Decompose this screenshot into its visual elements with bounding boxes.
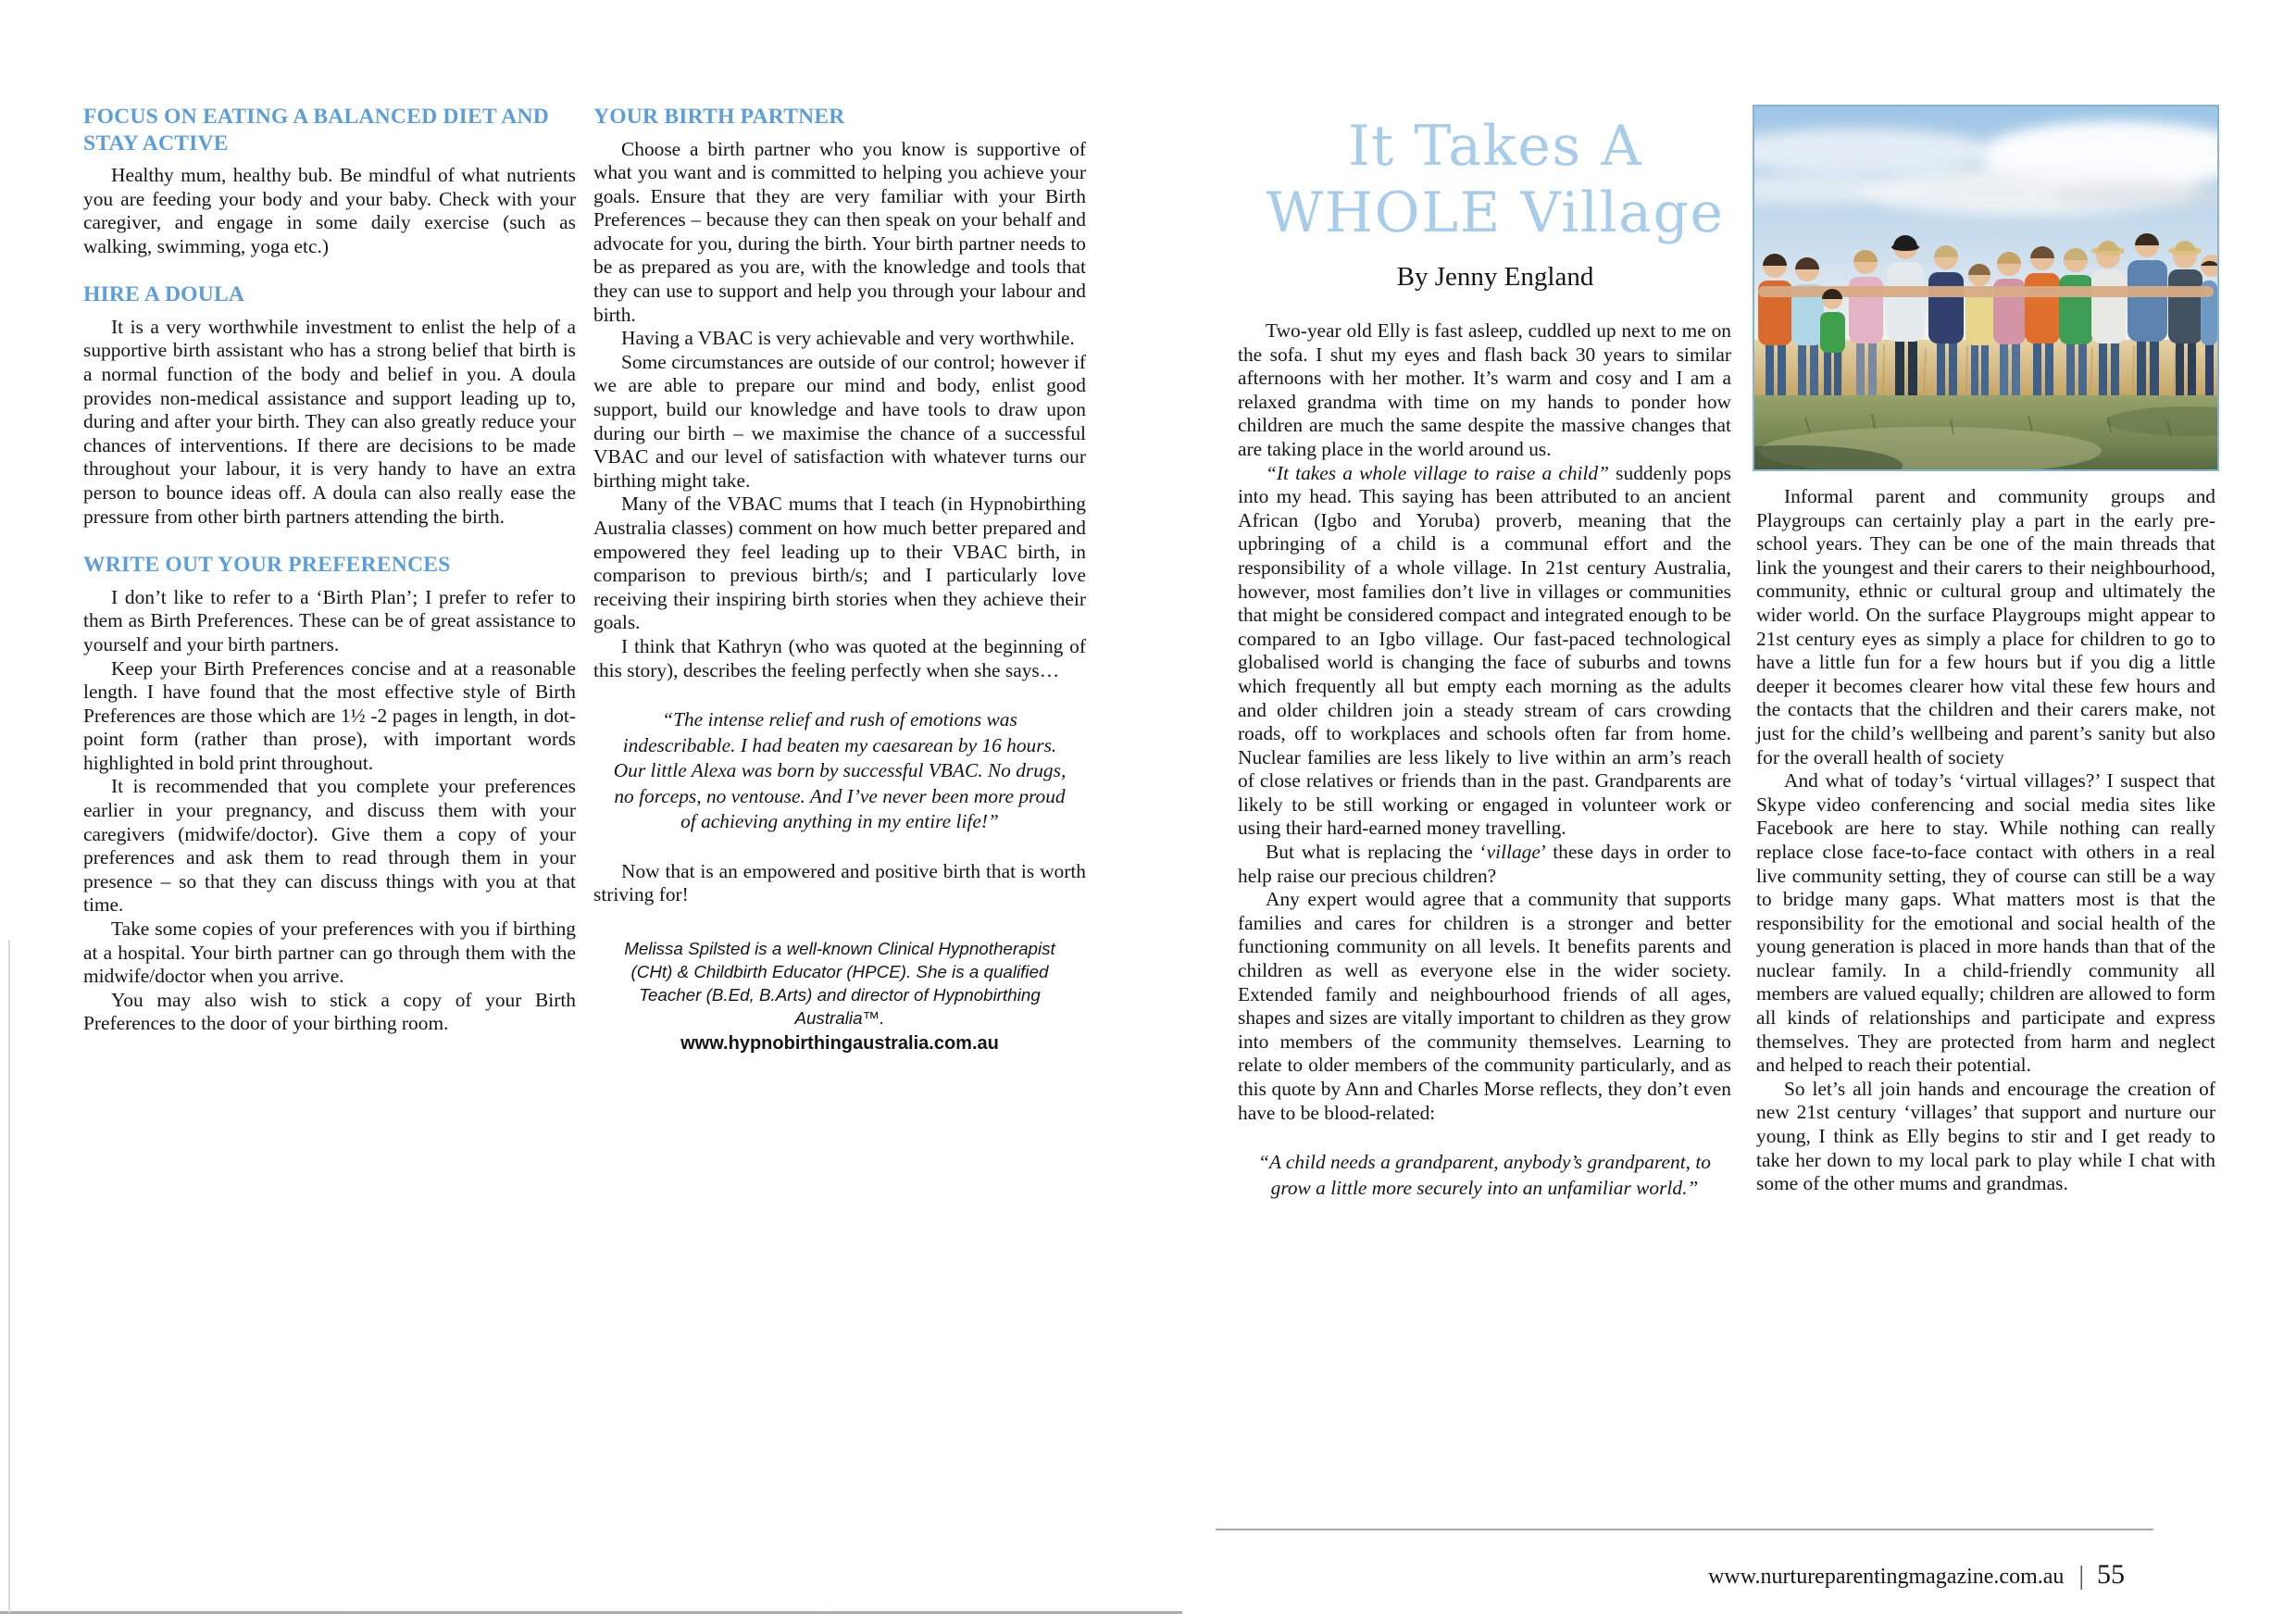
paragraph-elly-asleep: Two-year old Elly is fast asleep, cuddled up next to me on the sofa. I shut my eyes and flash back 30 years to similar afternoons with her mother. It’s warm and cosy and I am a relaxed grandma with time on my hands to ponder how children are much the same despite the massive changes that are taking place in the world around us. — [1238, 319, 1731, 460]
paragraph-virtual-villages: And what of today’s ‘virtual villages?’ I suspect that Skype video conferencing and social media sites like Facebook are here to stay. While nothing can really replace close face-to-face contact with others in a real live community setting, they of course can still be a way to bridge many gaps. What matters most is that the responsibility for the emotional and social health of the young generation is placed in more hands than that of the nuclear family. In a child-friendly community all members are valued equally; children are allowed to form all kinds of relationships and participate and express themselves. They are protected from harm and neglect and helped to reach their potential. — [1756, 769, 2215, 1077]
replacing-village-pre: But what is replacing the ‘ — [1266, 841, 1487, 864]
paragraph-preferences-1: I don’t like to refer to a ‘Birth Plan’; I prefer to refer to them as Birth Preferences. These can be of great assistance to yourself and your birth partners. — [83, 585, 576, 655]
replacing-village-italic: village — [1486, 841, 1541, 864]
heading-write-preferences: WRITE OUT YOUR PREFERENCES — [83, 553, 451, 578]
page-number: 55 — [2097, 1559, 2125, 1590]
left-page-column-2 — [593, 104, 1086, 1055]
paragraph-birth-partner-5: I think that Kathryn (who was quoted at the beginning of this story), describes the feeling perfectly when she says… — [593, 634, 1086, 681]
paragraph-replacing-village — [1238, 841, 1731, 888]
paragraph-birth-partner-4: Many of the VBAC mums that I teach (in Hypnobirthing Australia classes) comment on how much better prepared and empowered they feel leading up to their VBAC birth, in comparison to previous birth/s; and I particularly love receiving their inspiring birth stories when they achieve their goals. — [593, 493, 1086, 634]
right-page-column-2 — [1756, 485, 2215, 1196]
footer-separator: | — [2078, 1562, 2084, 1591]
left-page-bottom-edge — [0, 1611, 1182, 1614]
magazine-website-url: www.nurtureparentingmagazine.com.au — [1708, 1565, 2065, 1589]
community-group-photo-graphic — [1754, 106, 2217, 469]
replacing-village-post: ’ these days in order to help raise our precious children? — [1238, 841, 1732, 887]
paragraph-empowered-birth: Now that is an empowered and positive birth that is worth striving for! — [593, 859, 1086, 906]
paragraph-playgroups: Informal parent and community groups and Playgroups can certainly play a part in the early pre-school years. They can be one of the main threads that link the youngest and their carers to their neighbourhood, community, ethnic or cultural group and ultimately the wider world. On the surface Playgroups might appear to 21st century eyes as simply a place for children to go to have a little fun for a few hours but if you dig a little deeper it becomes clearer how vital these few hours and the contacts that the children and their carers make, not just for the child’s wellbeing and parent’s sanity but also for the overall health of society — [1756, 485, 2215, 768]
article-title — [1238, 113, 1753, 246]
heading-hire-a-doula: HIRE A DOULA — [83, 282, 245, 307]
heading-balanced-diet: FOCUS ON EATING A BALANCED DIET AND STAY ACTIVE — [83, 105, 549, 156]
village-proverb-italic: “It takes a whole village to raise a child” — [1266, 461, 1610, 484]
page-footer — [1216, 1559, 2125, 1592]
community-group-photo — [1753, 105, 2219, 471]
article-byline: By Jenny England — [1396, 262, 1594, 292]
paragraph-preferences-5: You may also wish to stick a copy of your Birth Preferences to the door of your birthing room. — [83, 988, 576, 1035]
paragraph-village-proverb — [1238, 462, 1731, 842]
hypnobirthing-website-url: www.hypnobirthingaustralia.com.au — [680, 1032, 999, 1054]
paragraph-join-hands: So let’s all join hands and encourage the creation of new 21st century ‘villages’ that support and nurture our young, I think as Elly begins to stir and I get ready to take her down to my local park to play while I chat with some of the other mums and grandmas. — [1756, 1077, 2215, 1195]
heading-birth-partner: YOUR BIRTH PARTNER — [593, 105, 845, 129]
village-proverb-rest: suddenly pops into my head. This saying has been attributed to an ancient African (Igbo and Yoruba) proverb, meaning that the upbringing of a child is a communal effort and the responsibility of a whole village. In 21st century Australia, however, most families don’t live in villages or communities that might be considered compact and integrated enough to be compared to an Igbo village. Our fast-paced technological globalised world is changing the face of suburbs and towns which frequently all but empty each morning as the adults and older children join a steady stream of cars crowding roads, off to workplaces and schools often far from home. Nuclear families are less likely to live within an arm’s reach of close relatives or friends than in the past. Grandparents are likely to be still working or engaged in volunteer work or using their hard-earned money travelling. — [1238, 461, 1731, 840]
paragraph-preferences-3: It is recommended that you complete your preferences earlier in your pregnancy, and discuss them with your caregivers (midwife/doctor). Give them a copy of your preferences and ask them to read through them in your presence – so that they can discuss things with you at that time. — [83, 775, 576, 917]
paragraph-doula: It is a very worthwhile investment to enlist the help of a supportive birth assistant who has a strong belief that birth is a normal function of the body and belief in you. A doula provides non-medical assistance and support leading up to, during and after your birth. They can also greatly reduce your chances of interventions. If there are decisions to be made throughout your labour, it is very handy to have an extra person to bounce ideas off. A doula can also really ease the pressure from other birth partners attending the birth. — [83, 315, 576, 528]
pullquote-grandparent: “A child needs a grandparent, anybody’s grandparent, to grow a little more securely into an unfamiliar world.” — [1257, 1151, 1711, 1199]
paragraph-preferences-2: Keep your Birth Preferences concise and at a reasonable length. I have found that the most effective style of Birth Preferences are those which are 1½ -2 pages in length, in dot-point form (rather than prose), with important words highlighted in bold print throughout. — [83, 656, 576, 774]
paragraph-birth-partner-2: Having a VBAC is very achievable and very worthwhile. — [621, 327, 1075, 350]
paragraph-preferences-4: Take some copies of your preferences with you if birthing at a hospital. Your birth partner can go through them with the midwife/doctor when you arrive. — [83, 918, 576, 988]
paragraph-birth-partner-1: Choose a birth partner who you know is supportive of what you want and is committed to helping you achieve your goals. Ensure that they are very familiar with your Birth Preferences – because they can then speak on your behalf and advocate for you, during the birth. Your birth partner needs to be as prepared as you are, with the knowledge and tools that they can use to support and help you through your labour and birth. — [593, 137, 1086, 326]
author-credit: Melissa Spilsted is a well-known Clinical Hypnotherapist (CHt) & Childbirth Educator (HPCE). She is a qualified Teacher (B.Ed, B.Arts) and director of Hypnobirthing Australia™. — [624, 938, 1055, 1028]
paragraph-balanced-diet: Healthy mum, healthy bub. Be mindful of what nutrients you are feeding your body and your baby. Check with your caregiver, and engage in some daily exercise (such as walking, swimming, yoga etc.) — [83, 164, 576, 257]
left-page-side-edge — [8, 940, 10, 1613]
pullquote-kathryn: “The intense relief and rush of emotions was indescribable. I had beaten my caesarean by 16 hours. Our little Alexa was born by successful VBAC. No drugs, no forceps, no ventouse. And I’ve never been more proud of achieving anything in my entire life!” — [613, 708, 1067, 833]
paragraph-community-supports: Any expert would agree that a community that supports families and cares for children is a stronger and better functioning community on all levels. It benefits parents and children as well as everyone else in the wider society. Extended family and neighbourhood friends of all ages, shapes and sizes are vitally important to children as they grow into members of the community themselves. Learning to relate to older members of the community particularly, and as this quote by Ann and Charles Morse reflects, they don’t even have to be blood-related: — [1238, 888, 1731, 1124]
paragraph-birth-partner-3: Some circumstances are outside of our control; however if we are able to prepare our mind and body, enlist good support, build our knowledge and have tools to draw upon during our birth – we maximise the chance of a successful VBAC and our level of satisfaction with whatever turns our birthing might take. — [593, 350, 1086, 492]
article-title-line2: WHOLE Village — [1266, 181, 1725, 245]
article-title-line1: It Takes A — [1347, 114, 1643, 179]
left-page-column-1 — [83, 104, 576, 1036]
right-page-column-1 — [1238, 319, 1731, 1226]
footer-rule — [1216, 1529, 2153, 1530]
